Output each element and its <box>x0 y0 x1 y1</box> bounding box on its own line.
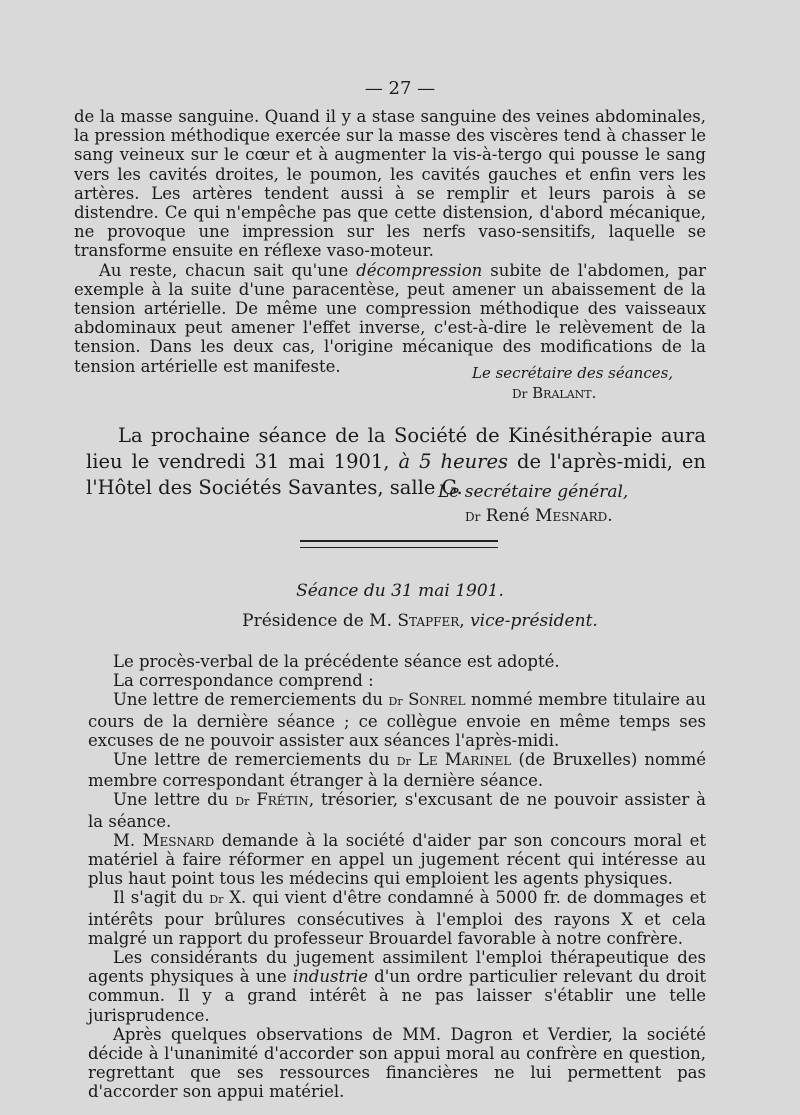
minutes-p6: M. Mesnard demande à la société d'aider par son concours moral et matériel à faire réformer en appel un jugement récent qui intéresse au plus haut point tous les médecins qui emploient les agents physiques. <box>88 830 707 889</box>
paragraph-1: de la masse sanguine. Quand il y a stase sanguine des veines abdominales, la pression méthodique exercée sur la masse des viscères tend à chasser le sang veineux sur le cœur et à augmenter la vis-à-tergo qui pousse le sang vers les cavités droites, le poumon, les cavités gauches et enfin vers les artères. Les artères tendent aussi à se remplir et leurs parois à se distendre. Ce qui n'empêche pas que cette distension, d'abord mécanique, ne provoque une impression sur les nerfs vaso-sensitifs, laquelle se transforme ensuite en réflexe vaso-moteur. <box>74 107 706 261</box>
minutes-p2: La correspondance comprend : <box>113 671 374 691</box>
section-divider <box>300 540 498 548</box>
paragraph-2: Au reste, chacun sait qu'une décompression subite de l'abdomen, par exemple à la suite d'une paracentèse, peut amener un abaissement de la tension artérielle. De même une compression méthodique des vaisseaux abdominaux peut amener l'effet inverse, c'est-à-dire le relèvement de la tension. Dans les deux cas, l'origine mécanique des modifications de la tension artérielle est manifeste. <box>74 260 706 376</box>
signature-title: Le secrétaire des séances, <box>472 364 674 382</box>
presidence-line: Présidence de M. Stapfer, vice-président. <box>242 611 598 631</box>
signature-name: Bralant. <box>532 384 597 402</box>
text-block-top <box>74 107 706 376</box>
signature-general: Le secrétaire général, Dr René Mesnard. <box>438 482 629 526</box>
page-number: — 27 — <box>364 78 436 99</box>
signature-seances: Le secrétaire des séances, Dr Bralant. <box>472 364 674 402</box>
minutes-p3: Une lettre de remerciements du Dr Sonrel nommé membre titulaire au cours de la dernière séance ; ce collègue envoie en même temps ses excuses de ne pouvoir assister aux séances l'après-midi. <box>88 690 706 750</box>
signature-general-name: Mesnard. <box>535 506 613 526</box>
minutes-p9: Après quelques observations de MM. Dagron et Verdier, la société décide à l'unanimité d'accorder son appui moral au confrère en question, regrettant que ses ressources financières ne lui permettent pas d'accorder son appui matériel. <box>88 1024 706 1102</box>
minutes-p5: Une lettre du Dr Frétin, trésorier, s'excusant de ne pouvoir assister à la séance. <box>88 790 706 831</box>
minutes-p1: Le procès-verbal de la précédente séance est adopté. <box>113 652 560 671</box>
text-block-minutes <box>88 652 706 1102</box>
seance-title: Séance du 31 mai 1901. <box>296 581 504 601</box>
minutes-p7: Il s'agit du Dr X. qui vient d'être condamné à 5000 fr. de dommages et intérêts pour brûlures consécutives à l'emploi des rayons X et cela malgré un rapport du professeur Brouardel favorable à notre confrère. <box>88 888 706 948</box>
announcement-text: La prochaine séance de la Société de Kinésithérapie aura lieu le vendredi 31 mai 1901, à 5 heures de l'après-midi, en l'Hôtel des Sociétés Savantes, salle G. <box>86 424 706 499</box>
signature-general-title: Le secrétaire général, <box>438 482 629 502</box>
minutes-p4: Une lettre de remerciements du Dr Le Marinel (de Bruxelles) nommé membre correspondant étranger à la dernière séance. <box>88 750 706 791</box>
minutes-p8: Les considérants du jugement assimilent l'emploi thérapeutique des agents physiques à une industrie d'un ordre particulier relevant du droit commun. Il y a grand intérêt à ne pas laisser s'établir une telle jurisprudence. <box>88 948 706 1025</box>
